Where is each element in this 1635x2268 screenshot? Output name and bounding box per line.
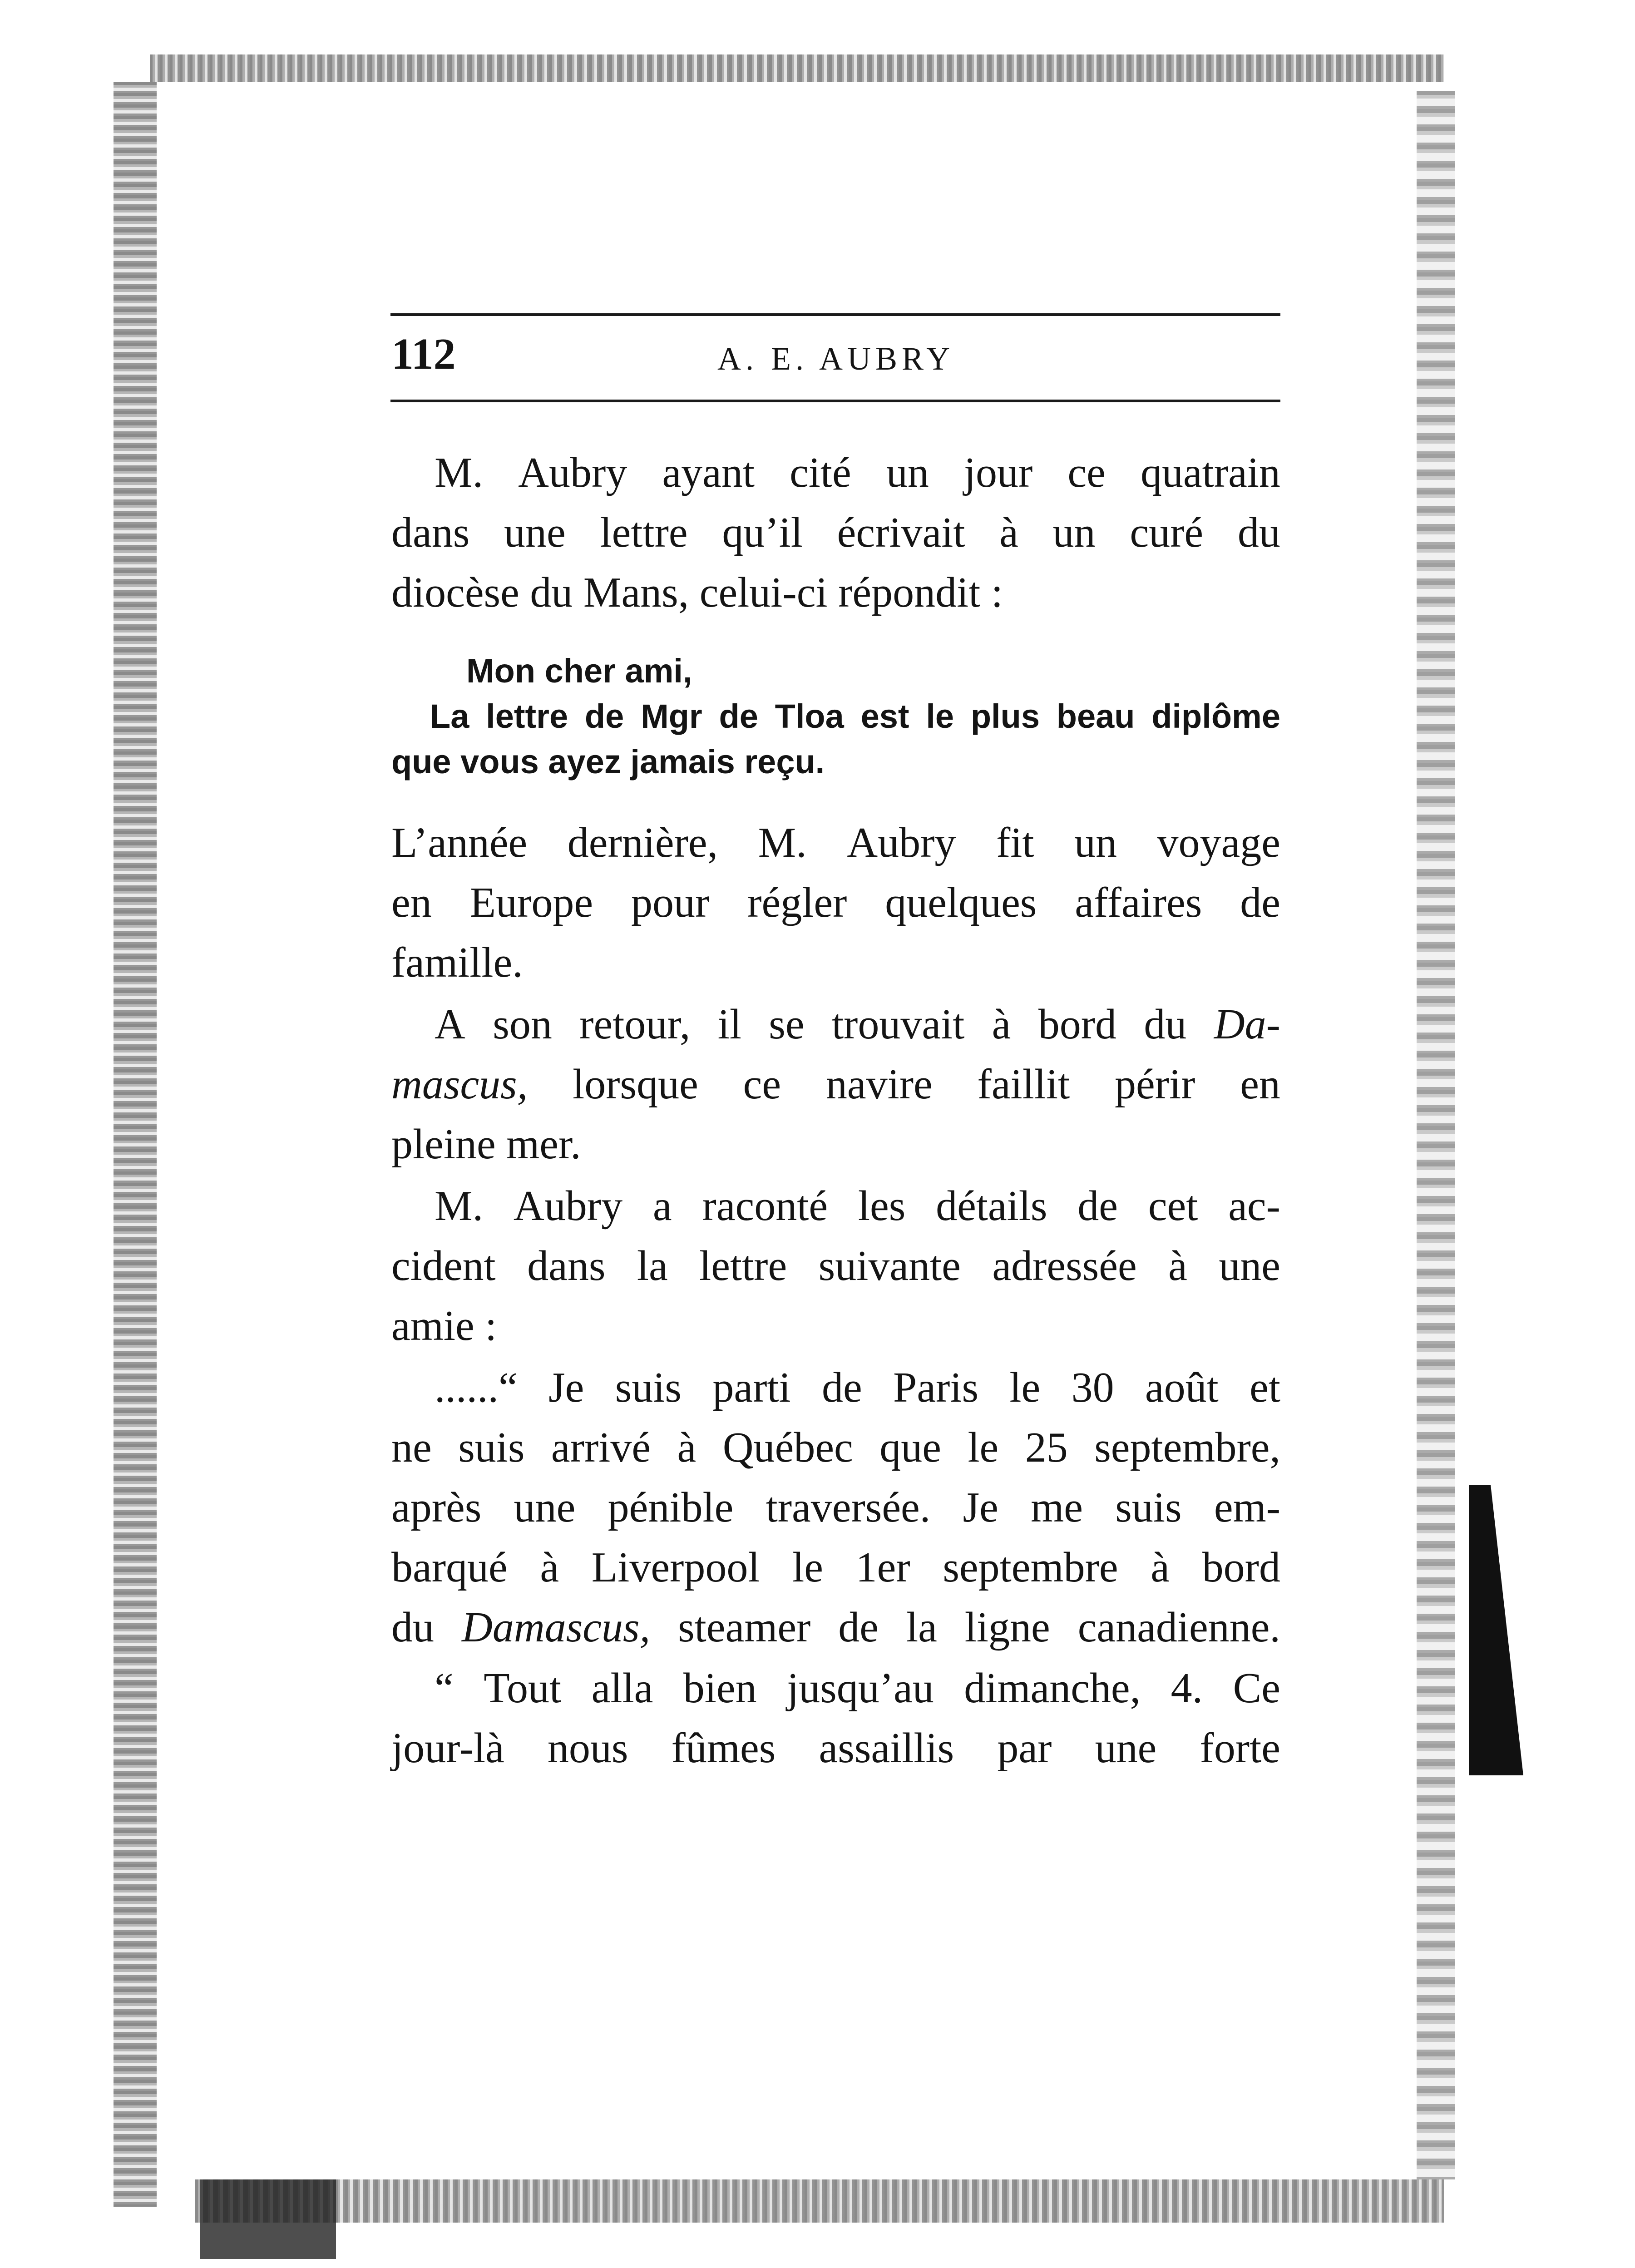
word: Liverpool	[591, 1544, 760, 1591]
word: cité	[790, 449, 851, 496]
word: que	[879, 1424, 941, 1471]
word: 25	[1025, 1424, 1068, 1471]
text-line	[391, 1054, 1280, 1114]
word: cident	[391, 1242, 496, 1290]
word: adressée	[992, 1242, 1137, 1290]
page-number: 112	[391, 330, 456, 379]
word: de	[1240, 879, 1280, 926]
word: traversée.	[766, 1484, 931, 1531]
word: un	[1052, 509, 1096, 556]
text-line	[391, 1718, 1280, 1778]
scan-edge-left	[114, 82, 157, 2207]
word: par	[997, 1724, 1052, 1772]
word: en	[391, 879, 432, 926]
word: bord	[1202, 1544, 1280, 1591]
word: 30	[1071, 1364, 1114, 1411]
paragraph-4	[391, 1176, 1280, 1356]
text-line: famille.	[391, 939, 523, 986]
word: les	[858, 1182, 906, 1230]
word: assaillis	[819, 1724, 954, 1772]
text-run: trouvait	[831, 1001, 965, 1048]
word: septembre,	[1094, 1424, 1280, 1471]
word: nous	[547, 1724, 628, 1772]
text-run: navire	[825, 1061, 933, 1108]
word: une	[514, 1484, 576, 1531]
word: M.	[435, 1182, 484, 1230]
word: bien	[683, 1665, 757, 1712]
text-run: bord	[1038, 1001, 1117, 1048]
text-line	[391, 873, 1280, 933]
word: raconté	[702, 1182, 828, 1230]
word: voyage	[1157, 819, 1280, 866]
word: détails	[936, 1182, 1047, 1230]
word: beau	[1056, 697, 1135, 735]
text-run: son	[493, 1001, 552, 1048]
word: Aubry	[847, 819, 956, 866]
word: ......“	[435, 1364, 518, 1411]
word: plus	[970, 697, 1040, 735]
word: à	[999, 509, 1018, 556]
word: parti	[712, 1364, 791, 1411]
scan-corner-bottom-left	[200, 2179, 336, 2259]
word: à	[540, 1544, 559, 1591]
scan-edge-top	[150, 54, 1444, 82]
word: fûmes	[671, 1724, 776, 1772]
word: régler	[747, 879, 847, 926]
word: suivante	[818, 1242, 961, 1290]
text-run: canadienne.	[1077, 1604, 1280, 1651]
italic-ship-name: mascus,	[391, 1061, 528, 1108]
word: septembre	[943, 1544, 1118, 1591]
text-line	[391, 1537, 1280, 1597]
word: à	[1151, 1544, 1170, 1591]
word: Aubry	[513, 1182, 623, 1230]
text-run: il	[717, 1001, 741, 1048]
word: Tout	[484, 1665, 562, 1712]
paragraph-3	[391, 994, 1280, 1174]
word: et	[1250, 1364, 1280, 1411]
text-run: du	[1144, 1001, 1187, 1048]
text-line: diocèse du Mans, celui-ci répondit :	[391, 569, 1003, 616]
scan-edge-bottom	[195, 2179, 1444, 2223]
word: la	[637, 1242, 668, 1290]
word: dimanche,	[964, 1665, 1141, 1712]
text-run: de	[838, 1604, 879, 1651]
word: une	[504, 509, 566, 556]
word: le	[792, 1544, 823, 1591]
text-run: en	[1240, 1061, 1280, 1108]
text-line	[391, 443, 1280, 503]
word: “	[435, 1665, 454, 1712]
word: barqué	[391, 1544, 508, 1591]
word: Aubry	[518, 449, 627, 496]
text-line	[391, 1236, 1280, 1296]
text-run: retour,	[579, 1001, 691, 1048]
word: Mgr	[641, 697, 702, 735]
word: quatrain	[1140, 449, 1280, 496]
word: qu’il	[722, 509, 803, 556]
word: Je	[548, 1364, 584, 1411]
header-rule-bottom	[390, 400, 1280, 402]
text-run: faillit	[977, 1061, 1070, 1108]
text-run: A	[435, 1001, 465, 1048]
word: 4.	[1171, 1665, 1203, 1712]
word: cet	[1148, 1182, 1198, 1230]
word: ce	[1067, 449, 1106, 496]
word: lettre	[699, 1242, 787, 1290]
word: ac-	[1228, 1182, 1280, 1230]
word: lettre	[486, 697, 568, 735]
word: une	[1219, 1242, 1280, 1290]
word: L’année	[391, 819, 528, 866]
header-rule-top	[390, 313, 1280, 316]
text-line	[391, 813, 1280, 873]
word: après	[391, 1484, 482, 1531]
word: Je	[963, 1484, 998, 1531]
text-run: la	[906, 1604, 937, 1651]
text-line	[391, 1176, 1280, 1236]
paragraph-6	[391, 1658, 1280, 1778]
text-run: périr	[1114, 1061, 1195, 1108]
text-line	[391, 1658, 1280, 1718]
word: à	[1168, 1242, 1187, 1290]
quote-line: que vous ayez jamais reçu.	[391, 743, 825, 781]
word: dans	[527, 1242, 606, 1290]
text-line	[391, 503, 1280, 563]
text-run: du	[391, 1604, 434, 1651]
scan-shadow-right	[1469, 1485, 1523, 1775]
word: diplôme	[1151, 697, 1280, 735]
word: Ce	[1233, 1665, 1280, 1712]
word: un	[886, 449, 929, 496]
paragraph-5	[391, 1358, 1280, 1657]
italic-ship-name: Damascus,	[461, 1604, 651, 1651]
word: quelques	[885, 879, 1037, 926]
word: M.	[758, 819, 807, 866]
word: pénible	[608, 1484, 734, 1531]
word: de	[719, 697, 758, 735]
word: dans	[391, 509, 470, 556]
paragraph-1	[391, 443, 1280, 623]
quote-line	[391, 694, 1280, 739]
word: dernière,	[567, 819, 718, 866]
word: écrivait	[837, 509, 965, 556]
word: Europe	[469, 879, 593, 926]
word: le	[968, 1424, 999, 1471]
paragraph-2	[391, 813, 1280, 993]
text-run: steamer	[678, 1604, 811, 1651]
text-line	[391, 1477, 1280, 1537]
word: le	[1009, 1364, 1041, 1411]
word: curé	[1130, 509, 1204, 556]
word: alla	[591, 1665, 653, 1712]
quote-salutation: Mon cher ami,	[466, 652, 692, 690]
text-line	[391, 1358, 1280, 1418]
word: août	[1145, 1364, 1219, 1411]
text-run: à	[992, 1001, 1011, 1048]
word: M.	[435, 449, 484, 496]
text-line: pleine mer.	[391, 1121, 581, 1168]
word: suis	[458, 1424, 525, 1471]
text-line	[391, 1418, 1280, 1477]
scan-edge-right	[1417, 91, 1455, 2179]
word: ayant	[662, 449, 755, 496]
word: jour	[963, 449, 1033, 496]
word: arrivé	[551, 1424, 651, 1471]
text-run: se	[769, 1001, 805, 1048]
word: jour-là	[391, 1724, 504, 1772]
word: un	[1074, 819, 1117, 866]
word: le	[926, 697, 954, 735]
word: ne	[391, 1424, 432, 1471]
text-run: ce	[743, 1061, 781, 1108]
word: em-	[1214, 1484, 1280, 1531]
word: La	[430, 697, 469, 735]
italic-ship-name: Da-	[1214, 1001, 1280, 1048]
word: jusqu’au	[787, 1665, 934, 1712]
word: du	[1237, 509, 1280, 556]
text-line	[391, 1597, 1280, 1657]
running-head: A. E. AUBRY	[717, 341, 955, 377]
word: est	[860, 697, 909, 735]
word: lettre	[600, 509, 688, 556]
quoted-reply	[391, 648, 1280, 785]
word: pour	[631, 879, 710, 926]
word: suis	[615, 1364, 682, 1411]
word: de	[821, 1364, 862, 1411]
text-run: lorsque	[573, 1061, 698, 1108]
word: a	[652, 1182, 672, 1230]
text-line	[391, 994, 1280, 1054]
word: 1er	[855, 1544, 910, 1591]
word: à	[677, 1424, 696, 1471]
word: Paris	[893, 1364, 979, 1411]
word: forte	[1200, 1724, 1280, 1772]
word: Québec	[722, 1424, 853, 1471]
word: de	[1077, 1182, 1118, 1230]
text-line: amie :	[391, 1302, 497, 1349]
word: de	[584, 697, 624, 735]
word: me	[1031, 1484, 1083, 1531]
text-run: ligne	[964, 1604, 1050, 1651]
word: fit	[996, 819, 1034, 866]
word: Tloa	[775, 697, 844, 735]
word: une	[1095, 1724, 1157, 1772]
word: suis	[1115, 1484, 1182, 1531]
word: affaires	[1075, 879, 1202, 926]
